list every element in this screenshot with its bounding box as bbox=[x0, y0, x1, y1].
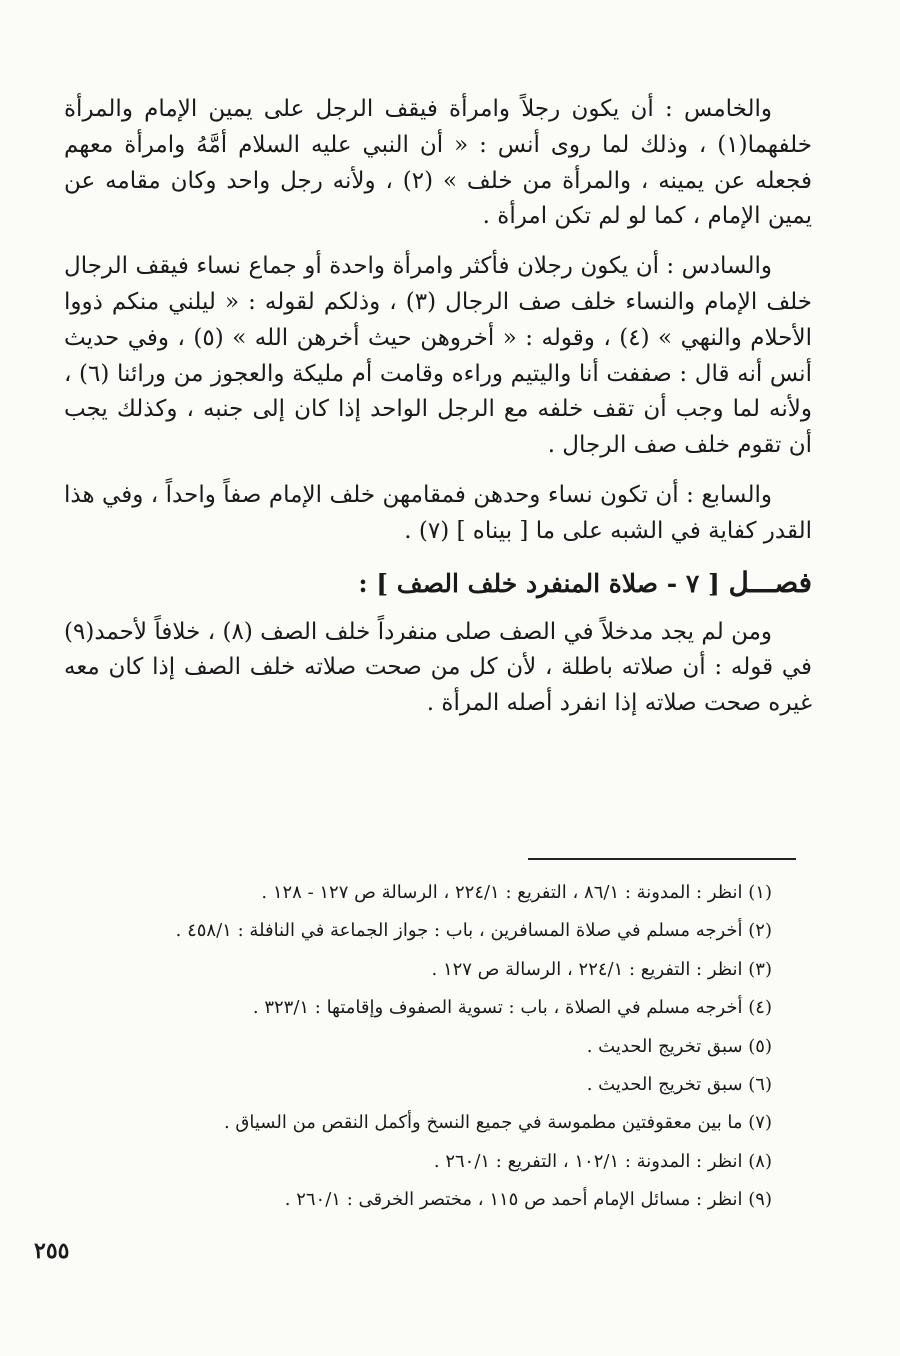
paragraph-section: ومن لم يجد مدخلاً في الصف صلى منفرداً خلف الصف (٨) ، خلافاً لأحمد(٩) في قوله : أن صلاته باطلة ، لأن كل من صحت صلاته خلف الصف إذا كان معه غيره صحت صلاته إذا انفرد أصله المرأة . bbox=[64, 618, 812, 717]
footnote-1: (١) انظر : المدونة : ٨٦/١ ، التفريع : ٢٢٤/١ ، الرسالة ص ١٢٧ - ١٢٨ . bbox=[261, 882, 772, 903]
paragraph-fifth: والخامس : أن يكون رجلاً وامرأة فيقف الرجل على يمين الإمام والمرأة خلفهما(١) ، وذلك لما روى أنس : « أن النبي عليه السلام أمَّهُ وامرأة معهم فجعله عن يمينه ، والمرأة من خلف » (٢) ، ولأنه رجل واحد وكان مقامه عن يمين الإمام ، كما لو لم تكن امرأة . bbox=[64, 96, 812, 230]
footnote-5: (٥) سبق تخريج الحديث . bbox=[586, 1035, 772, 1057]
footnote-separator bbox=[528, 858, 796, 860]
page-number: ٢٥٥ bbox=[34, 1238, 70, 1264]
paragraph-sixth: والسادس : أن يكون رجلان فأكثر وامرأة واحدة أو جماع نساء فيقف الرجال خلف الإمام والنساء خلف صف الرجال (٣) ، وذلكم لقوله : « ليلني منكم ذووا الأحلام والنهي » (٤) ، وقوله : « أخروهن حيث أخرهن الله » (٥) ، وفي حديث أنس أنه قال : صففت أنا واليتيم وراءه وقامت أم مليكة والعجوز من ورائنا (٦) ، ولأنه لما وجب أن تقف خلفه مع الرجل الواحد إذا كان إلى جنبه ، وكذلك يجب أن تقوم خلف صف الرجال . bbox=[64, 253, 812, 459]
footnotes bbox=[100, 874, 772, 1220]
main-text bbox=[64, 92, 812, 736]
footnote-2: (٢) أخرجه مسلم في صلاة المسافرين ، باب : جواز الجماعة في النافلة : ٤٥٨/١ . bbox=[175, 920, 772, 942]
section-heading bbox=[64, 564, 812, 603]
section-heading-title: [ ٧ - صلاة المنفرد خلف الصف ] : bbox=[358, 568, 720, 598]
paragraph-seventh: والسابع : أن تكون نساء وحدهن فمقامهن خلف الإمام صفاً واحداً ، وفي هذا القدر كفاية في الشبه على ما [ بيناه ] (٧) . bbox=[64, 481, 812, 544]
footnote-7: (٧) ما بين معقوفتين مطموسة في جميع النسخ وأكمل النقص من السياق . bbox=[223, 1112, 772, 1134]
section-heading-lead: فصـــل bbox=[728, 565, 812, 599]
footnote-8: (٨) انظر : المدونة : ١٠٢/١ ، التفريع : ٢٦٠/١ . bbox=[433, 1150, 772, 1172]
footnote-4: (٤) أخرجه مسلم في الصلاة ، باب : تسوية الصفوف وإقامتها : ٣٢٣/١ . bbox=[252, 997, 772, 1019]
footnote-9: (٩) انظر : مسائل الإمام أحمد ص ١١٥ ، مختصر الخرقى : ٢٦٠/١ . bbox=[284, 1189, 772, 1211]
footnote-3: (٣) انظر : التفريع : ٢٢٤/١ ، الرسالة ص ١٢٧ . bbox=[431, 958, 772, 980]
footnote-6: (٦) سبق تخريج الحديث . bbox=[586, 1074, 772, 1096]
